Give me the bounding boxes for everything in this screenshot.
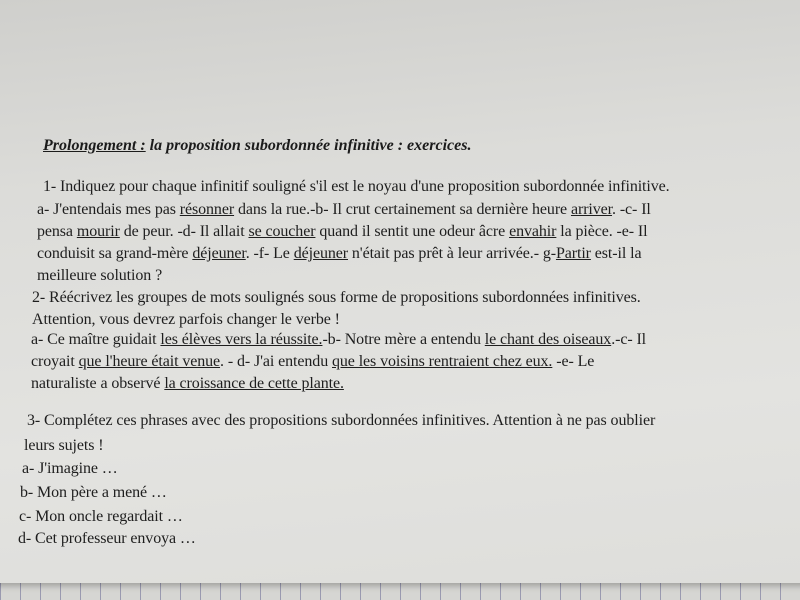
ex1-line-3: pensa mourir de peur. -d- Il allait se coucher quand il sentit une odeur âcre envahir la pièce. -e- Il [37, 223, 648, 240]
underlined-infinitive: se coucher [248, 223, 316, 240]
underlined-infinitive: Partir [555, 245, 591, 262]
ex3-item: c- Mon oncle regardait … [19, 508, 183, 525]
underlined-group: le chant des oiseaux [484, 331, 612, 348]
underlined-infinitive: envahir [509, 223, 557, 240]
underlined-infinitive: déjeuner [192, 245, 246, 262]
ex1-line-4: conduisit sa grand-mère déjeuner. -f- Le déjeuner n'était pas prêt à leur arrivée.- g-Partir est-il la [37, 245, 642, 262]
ex2-line-4: croyait que l'heure était venue. - d- J'ai entendu que les voisins rentraient chez eux. -e- Le [31, 353, 595, 370]
underlined-group: que les voisins rentraient chez eux. [332, 353, 553, 370]
underlined-group: les élèves vers la réussite. [160, 331, 323, 348]
title-text: la proposition subordonnée infinitive : exercices. [145, 137, 472, 154]
worksheet-title [43, 137, 471, 155]
underlined-group: que l'heure était venue [78, 353, 221, 370]
ex3-item: a- J'imagine … [22, 460, 118, 477]
ex3-item: b- Mon père a mené … [20, 484, 167, 501]
underlined-infinitive: résonner [179, 201, 235, 218]
ex1-line-2: a- J'entendais mes pas résonner dans la rue.-b- Il crut certainement sa dernière heure arriver. -c- Il [37, 201, 651, 218]
ex2-instruction: 2- Réécrivez les groupes de mots soulignés sous forme de propositions subordonnées infinitives. [32, 289, 641, 306]
ex2-line-5: naturaliste a observé la croissance de cette plante. [31, 375, 344, 392]
underlined-infinitive: mourir [76, 223, 120, 240]
ex3-instruction: 3- Complétez ces phrases avec des propositions subordonnées infinitives. Attention à ne pas oublier [27, 412, 656, 429]
ex1-line-5: meilleure solution ? [37, 267, 163, 284]
underlined-infinitive: déjeuner [293, 245, 348, 262]
ex2-line-3: a- Ce maître guidait les élèves vers la réussite.-b- Notre mère a entendu le chant des oiseaux.-c- Il [31, 331, 647, 348]
ex3-instruction-line-2: leurs sujets ! [24, 437, 104, 454]
ex3-item: d- Cet professeur envoya … [18, 530, 196, 547]
underlined-infinitive: arriver [570, 201, 613, 218]
underlined-group: la croissance de cette plante. [164, 375, 344, 392]
ex1-instruction: 1- Indiquez pour chaque infinitif souligné s'il est le noyau d'une proposition subordonnée infinitive. [43, 178, 670, 195]
ex2-instruction-line-2: Attention, vous devrez parfois changer le verbe ! [32, 311, 340, 328]
title-label: Prolongement : [43, 137, 146, 154]
